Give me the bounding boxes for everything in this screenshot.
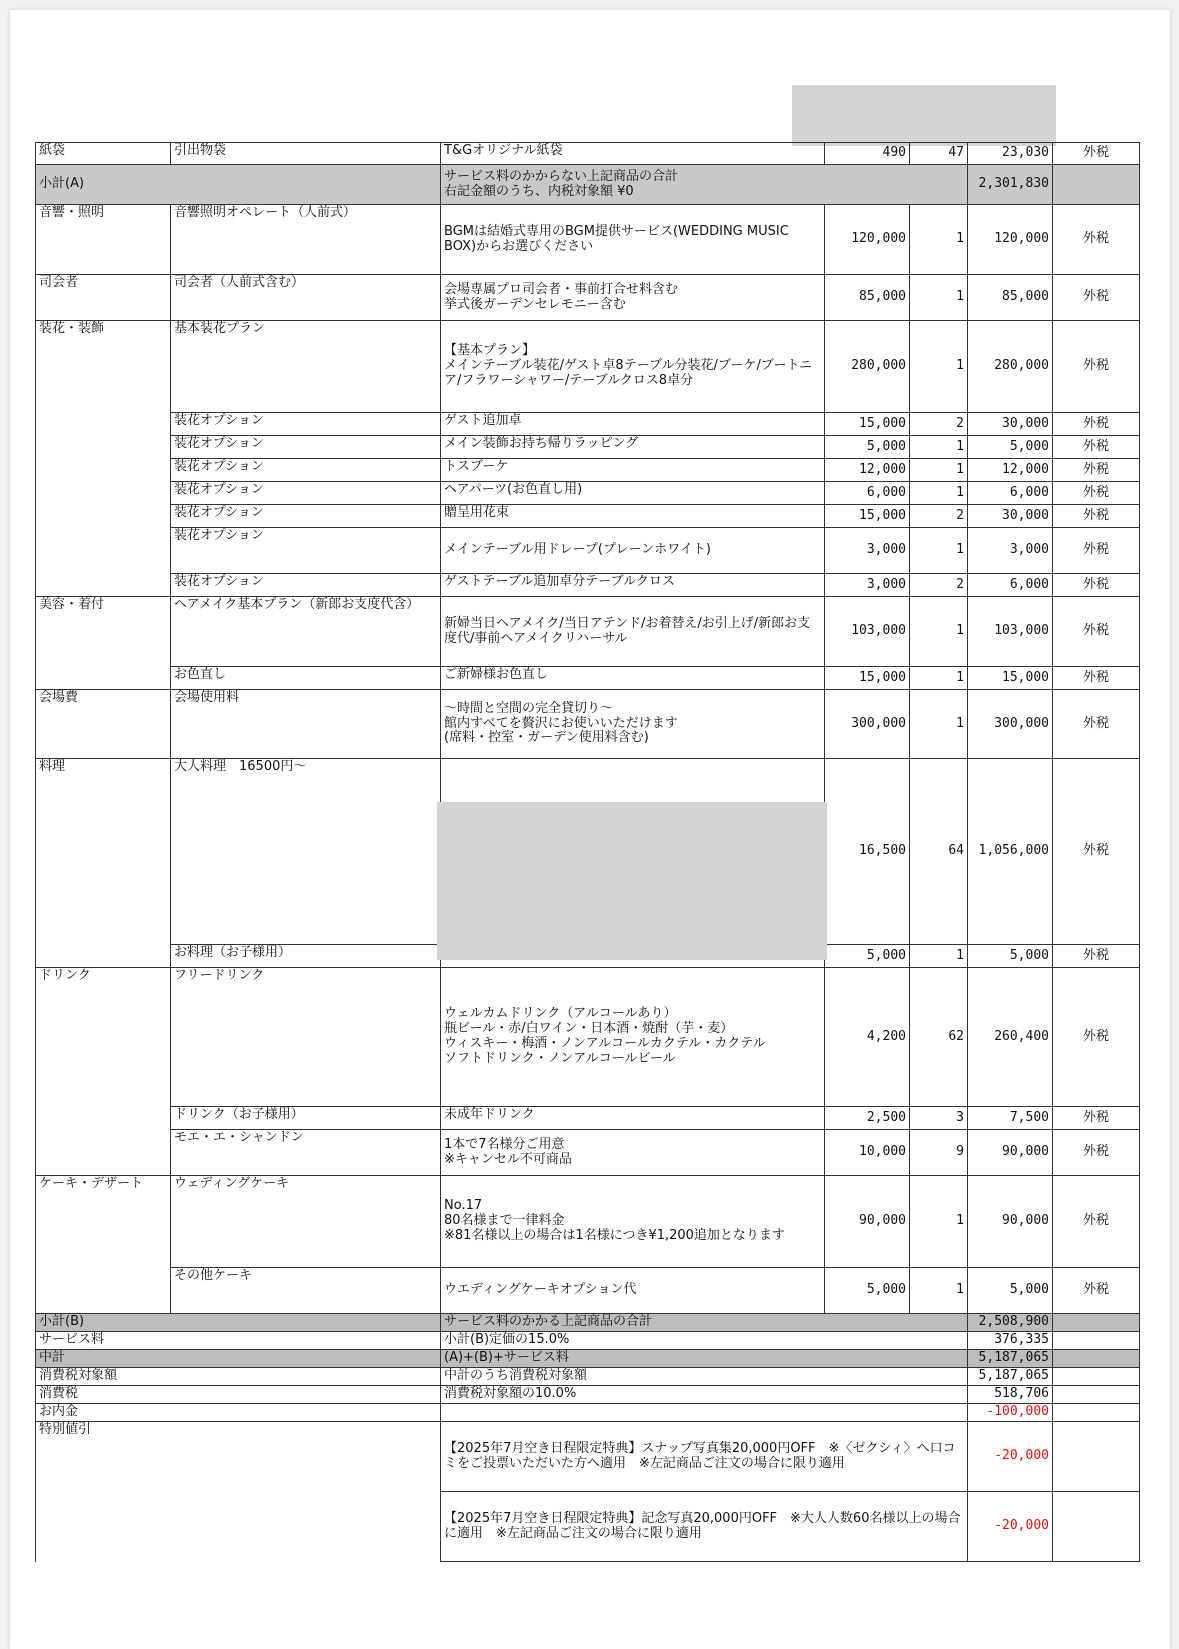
desc-cell: メイン装飾お持ち帰りラッピング (441, 436, 825, 459)
subtotal-a-label: 小計(A) (36, 165, 441, 205)
tax-cell: 外税 (1053, 505, 1140, 528)
price-cell: 6,000 (825, 482, 910, 505)
subtotal-a-amount: 2,301,830 (968, 165, 1053, 205)
table-row (36, 1107, 1140, 1130)
empty-cell (1053, 1350, 1140, 1368)
empty-cell (36, 459, 171, 482)
item-cell: 装花オプション (171, 482, 441, 505)
tax-cell: 外税 (1053, 759, 1140, 945)
table-row (36, 1268, 1140, 1314)
desc-cell: トスブーケ (441, 459, 825, 482)
table-row (36, 1130, 1140, 1176)
empty-cell (36, 574, 171, 597)
amount-cell: 260,400 (968, 968, 1053, 1107)
tax-cell: 外税 (1053, 528, 1140, 574)
price-cell: 5,000 (825, 436, 910, 459)
empty-cell (36, 1130, 171, 1176)
qty-cell: 1 (910, 528, 968, 574)
table-row (36, 482, 1140, 505)
tax-cell: 外税 (1053, 968, 1140, 1107)
price-cell: 15,000 (825, 505, 910, 528)
amount-cell: 5,000 (968, 436, 1053, 459)
desc-cell: ヘアパーツ(お色直し用) (441, 482, 825, 505)
desc-cell: メインテーブル用ドレープ(プレーンホワイト) (441, 528, 825, 574)
summary-amount: -100,000 (968, 1404, 1053, 1422)
qty-cell: 47 (910, 143, 968, 165)
item-cell: その他ケーキ (171, 1268, 441, 1314)
empty-cell (36, 413, 171, 436)
category-cell: 司会者 (36, 275, 171, 321)
tax-cell: 外税 (1053, 1130, 1140, 1176)
summary-desc: 中計のうち消費税対象額 (441, 1368, 968, 1386)
item-cell: ウェディングケーキ (171, 1176, 441, 1268)
empty-cell (1053, 1404, 1140, 1422)
amount-cell: 30,000 (968, 505, 1053, 528)
summary-amount: 518,706 (968, 1386, 1053, 1404)
item-cell: 装花オプション (171, 436, 441, 459)
subtotal-a-desc: サービス料のかからない上記商品の合計 右記金額のうち、内税対象額 ¥0 (441, 165, 968, 205)
service-row (36, 1332, 1140, 1350)
amount-cell: 90,000 (968, 1176, 1053, 1268)
tax-cell: 外税 (1053, 667, 1140, 690)
tax-cell: 外税 (1053, 945, 1140, 968)
table-row (36, 413, 1140, 436)
desc-cell: 新婦当日ヘアメイク/当日アテンド/お着替え/お引上げ/新郎お支度代/事前ヘアメイクリハーサル (441, 597, 825, 667)
desc-cell: 未成年ドリンク (441, 1107, 825, 1130)
tax-cell: 外税 (1053, 1268, 1140, 1314)
empty-cell (1053, 165, 1140, 205)
item-cell: 大人料理 16500円～ (171, 759, 441, 945)
desc-cell: ウェルカムドリンク（アルコールあり） 瓶ビール・赤/白ワイン・日本酒・焼酎（芋・麦） ウィスキー・梅酒・ノンアルコールカクテル・カクテル ソフトドリンク・ノンアルコールビール (441, 968, 825, 1107)
price-cell: 4,200 (825, 968, 910, 1107)
amount-cell: 85,000 (968, 275, 1053, 321)
price-cell: 15,000 (825, 413, 910, 436)
desc-cell: BGMは結婚式専用のBGM提供サービス(WEDDING MUSIC BOX)からお選びください (441, 205, 825, 275)
table-row (36, 690, 1140, 759)
qty-cell: 3 (910, 1107, 968, 1130)
qty-cell: 1 (910, 667, 968, 690)
tax-cell: 外税 (1053, 459, 1140, 482)
table-row (36, 528, 1140, 574)
amount-cell: 300,000 (968, 690, 1053, 759)
amount-cell: 15,000 (968, 667, 1053, 690)
empty-cell (1053, 1492, 1140, 1562)
discount-row (36, 1492, 1140, 1562)
tax-cell: 外税 (1053, 275, 1140, 321)
category-cell: 紙袋 (36, 143, 171, 165)
table-row (36, 968, 1140, 1107)
price-cell: 103,000 (825, 597, 910, 667)
summary-label: お内金 (36, 1404, 441, 1422)
summary-desc (441, 1404, 968, 1422)
price-cell: 90,000 (825, 1176, 910, 1268)
qty-cell: 1 (910, 321, 968, 413)
tax-cell: 外税 (1053, 1107, 1140, 1130)
empty-cell (36, 1268, 171, 1314)
item-cell: 音響照明オペレート（人前式） (171, 205, 441, 275)
discount-desc: 【2025年7月空き日程限定特典】記念写真20,000円OFF ※大人人数60名様以上の場合に適用 ※左記商品ご注文の場合に限り適用 (441, 1492, 968, 1562)
tax-cell: 外税 (1053, 574, 1140, 597)
price-cell: 12,000 (825, 459, 910, 482)
taxable-row (36, 1368, 1140, 1386)
summary-amount: 5,187,065 (968, 1350, 1053, 1368)
summary-label: 小計(B) (36, 1314, 441, 1332)
empty-cell (36, 1107, 171, 1130)
empty-cell (1053, 1368, 1140, 1386)
item-cell: フリードリンク (171, 968, 441, 1107)
table-row (36, 597, 1140, 667)
desc-cell: ご新婦様お色直し (441, 667, 825, 690)
empty-cell (1053, 1314, 1140, 1332)
discount-amount: -20,000 (968, 1422, 1053, 1492)
middle-total-row (36, 1350, 1140, 1368)
desc-cell: T&Gオリジナル紙袋 (441, 143, 825, 165)
deposit-row (36, 1404, 1140, 1422)
amount-cell: 23,030 (968, 143, 1053, 165)
tax-cell: 外税 (1053, 482, 1140, 505)
price-cell: 85,000 (825, 275, 910, 321)
redacted-block (437, 802, 827, 960)
desc-cell: ウエディングケーキオプション代 (441, 1268, 825, 1314)
qty-cell: 64 (910, 759, 968, 945)
qty-cell: 1 (910, 945, 968, 968)
desc-cell: 1本で7名様分ご用意 ※キャンセル不可商品 (441, 1130, 825, 1176)
category-cell: 料理 (36, 759, 171, 945)
amount-cell: 12,000 (968, 459, 1053, 482)
item-cell: 会場使用料 (171, 690, 441, 759)
empty-cell (36, 667, 171, 690)
summary-label: 消費税対象額 (36, 1368, 441, 1386)
qty-cell: 1 (910, 482, 968, 505)
price-cell: 3,000 (825, 528, 910, 574)
empty-cell (1053, 1386, 1140, 1404)
desc-cell: 会場専属プロ司会者・事前打合せ料含む 挙式後ガーデンセレモニー含む (441, 275, 825, 321)
table-row (36, 143, 1140, 165)
summary-label: 特別値引 (36, 1422, 441, 1492)
amount-cell: 103,000 (968, 597, 1053, 667)
qty-cell: 1 (910, 459, 968, 482)
item-cell: 引出物袋 (171, 143, 441, 165)
qty-cell: 1 (910, 690, 968, 759)
tax-cell: 外税 (1053, 413, 1140, 436)
item-cell: 装花オプション (171, 459, 441, 482)
qty-cell: 1 (910, 1268, 968, 1314)
summary-label: サービス料 (36, 1332, 441, 1350)
tax-cell: 外税 (1053, 321, 1140, 413)
amount-cell: 280,000 (968, 321, 1053, 413)
table-row (36, 459, 1140, 482)
qty-cell: 1 (910, 597, 968, 667)
category-cell: ドリンク (36, 968, 171, 1107)
discount-row (36, 1422, 1140, 1492)
qty-cell: 1 (910, 436, 968, 459)
summary-desc: 消費税対象額の10.0% (441, 1386, 968, 1404)
amount-cell: 90,000 (968, 1130, 1053, 1176)
table-row (36, 321, 1140, 413)
tax-cell: 外税 (1053, 690, 1140, 759)
item-cell: ヘアメイク基本プラン（新郎お支度代含） (171, 597, 441, 667)
empty-cell (36, 1492, 441, 1562)
qty-cell: 1 (910, 1176, 968, 1268)
qty-cell: 2 (910, 574, 968, 597)
price-cell: 3,000 (825, 574, 910, 597)
item-cell: お色直し (171, 667, 441, 690)
qty-cell: 1 (910, 205, 968, 275)
amount-cell: 6,000 (968, 482, 1053, 505)
empty-cell (36, 945, 171, 968)
category-cell: 会場費 (36, 690, 171, 759)
table-row (36, 1176, 1140, 1268)
table-row (36, 275, 1140, 321)
tax-cell: 外税 (1053, 143, 1140, 165)
amount-cell: 120,000 (968, 205, 1053, 275)
price-cell: 5,000 (825, 1268, 910, 1314)
summary-desc: サービス料のかかる上記商品の合計 (441, 1314, 968, 1332)
tax-cell: 外税 (1053, 597, 1140, 667)
desc-cell: 贈呈用花束 (441, 505, 825, 528)
amount-cell: 6,000 (968, 574, 1053, 597)
summary-amount: 5,187,065 (968, 1368, 1053, 1386)
empty-cell (36, 528, 171, 574)
summary-label: 中計 (36, 1350, 441, 1368)
amount-cell: 5,000 (968, 1268, 1053, 1314)
empty-cell (1053, 1422, 1140, 1492)
category-cell: 装花・装飾 (36, 321, 171, 413)
item-cell: 装花オプション (171, 574, 441, 597)
table-row (36, 505, 1140, 528)
discount-amount: -20,000 (968, 1492, 1053, 1562)
empty-cell (1053, 1332, 1140, 1350)
item-cell: 装花オプション (171, 413, 441, 436)
price-cell: 5,000 (825, 945, 910, 968)
price-cell: 2,500 (825, 1107, 910, 1130)
empty-cell (36, 482, 171, 505)
price-cell: 16,500 (825, 759, 910, 945)
redacted-block (792, 85, 1056, 146)
item-cell: モエ・エ・シャンドン (171, 1130, 441, 1176)
desc-cell: No.17 80名様まで一律料金 ※81名様以上の場合は1名様につき¥1,200追加となります (441, 1176, 825, 1268)
summary-label: 消費税 (36, 1386, 441, 1404)
desc-cell: 【基本プラン】 メインテーブル装花/ゲスト卓8テーブル分装花/ブーケ/ブートニア/フラワーシャワー/テーブルクロス8卓分 (441, 321, 825, 413)
item-cell: 装花オプション (171, 528, 441, 574)
summary-amount: 2,508,900 (968, 1314, 1053, 1332)
category-cell: ケーキ・デザート (36, 1176, 171, 1268)
amount-cell: 7,500 (968, 1107, 1053, 1130)
empty-cell (36, 436, 171, 459)
summary-desc: 小計(B)定価の15.0% (441, 1332, 968, 1350)
price-cell: 10,000 (825, 1130, 910, 1176)
item-cell: ドリンク（お子様用） (171, 1107, 441, 1130)
qty-cell: 9 (910, 1130, 968, 1176)
qty-cell: 2 (910, 413, 968, 436)
item-cell: 装花オプション (171, 505, 441, 528)
price-cell: 120,000 (825, 205, 910, 275)
amount-cell: 1,056,000 (968, 759, 1053, 945)
empty-cell (36, 505, 171, 528)
desc-cell: ～時間と空間の完全貸切り～ 館内すべてを贅沢にお使いいただけます (席料・控室・ガーデン使用料含む) (441, 690, 825, 759)
summary-desc: (A)+(B)+サービス料 (441, 1350, 968, 1368)
qty-cell: 2 (910, 505, 968, 528)
desc-cell: ゲストテーブル追加卓分テーブルクロス (441, 574, 825, 597)
item-cell: お料理（お子様用） (171, 945, 441, 968)
tax-cell: 外税 (1053, 205, 1140, 275)
item-cell: 基本装花プラン (171, 321, 441, 413)
price-cell: 490 (825, 143, 910, 165)
price-cell: 300,000 (825, 690, 910, 759)
price-cell: 15,000 (825, 667, 910, 690)
qty-cell: 1 (910, 275, 968, 321)
subtotal-a-row (36, 165, 1140, 205)
desc-cell: ゲスト追加卓 (441, 413, 825, 436)
table-row (36, 205, 1140, 275)
summary-amount: 376,335 (968, 1332, 1053, 1350)
amount-cell: 30,000 (968, 413, 1053, 436)
category-cell: 音響・照明 (36, 205, 171, 275)
category-cell: 美容・着付 (36, 597, 171, 667)
tax-row (36, 1386, 1140, 1404)
amount-cell: 5,000 (968, 945, 1053, 968)
table-row (36, 574, 1140, 597)
qty-cell: 62 (910, 968, 968, 1107)
tax-cell: 外税 (1053, 436, 1140, 459)
table-row (36, 667, 1140, 690)
item-cell: 司会者（人前式含む） (171, 275, 441, 321)
table-row (36, 436, 1140, 459)
discount-desc: 【2025年7月空き日程限定特典】スナップ写真集20,000円OFF ※〈ゼクシィ〉へ口コミをご投票いただいた方へ適用 ※左記商品ご注文の場合に限り適用 (441, 1422, 968, 1492)
tax-cell: 外税 (1053, 1176, 1140, 1268)
amount-cell: 3,000 (968, 528, 1053, 574)
subtotal-b-row (36, 1314, 1140, 1332)
price-cell: 280,000 (825, 321, 910, 413)
